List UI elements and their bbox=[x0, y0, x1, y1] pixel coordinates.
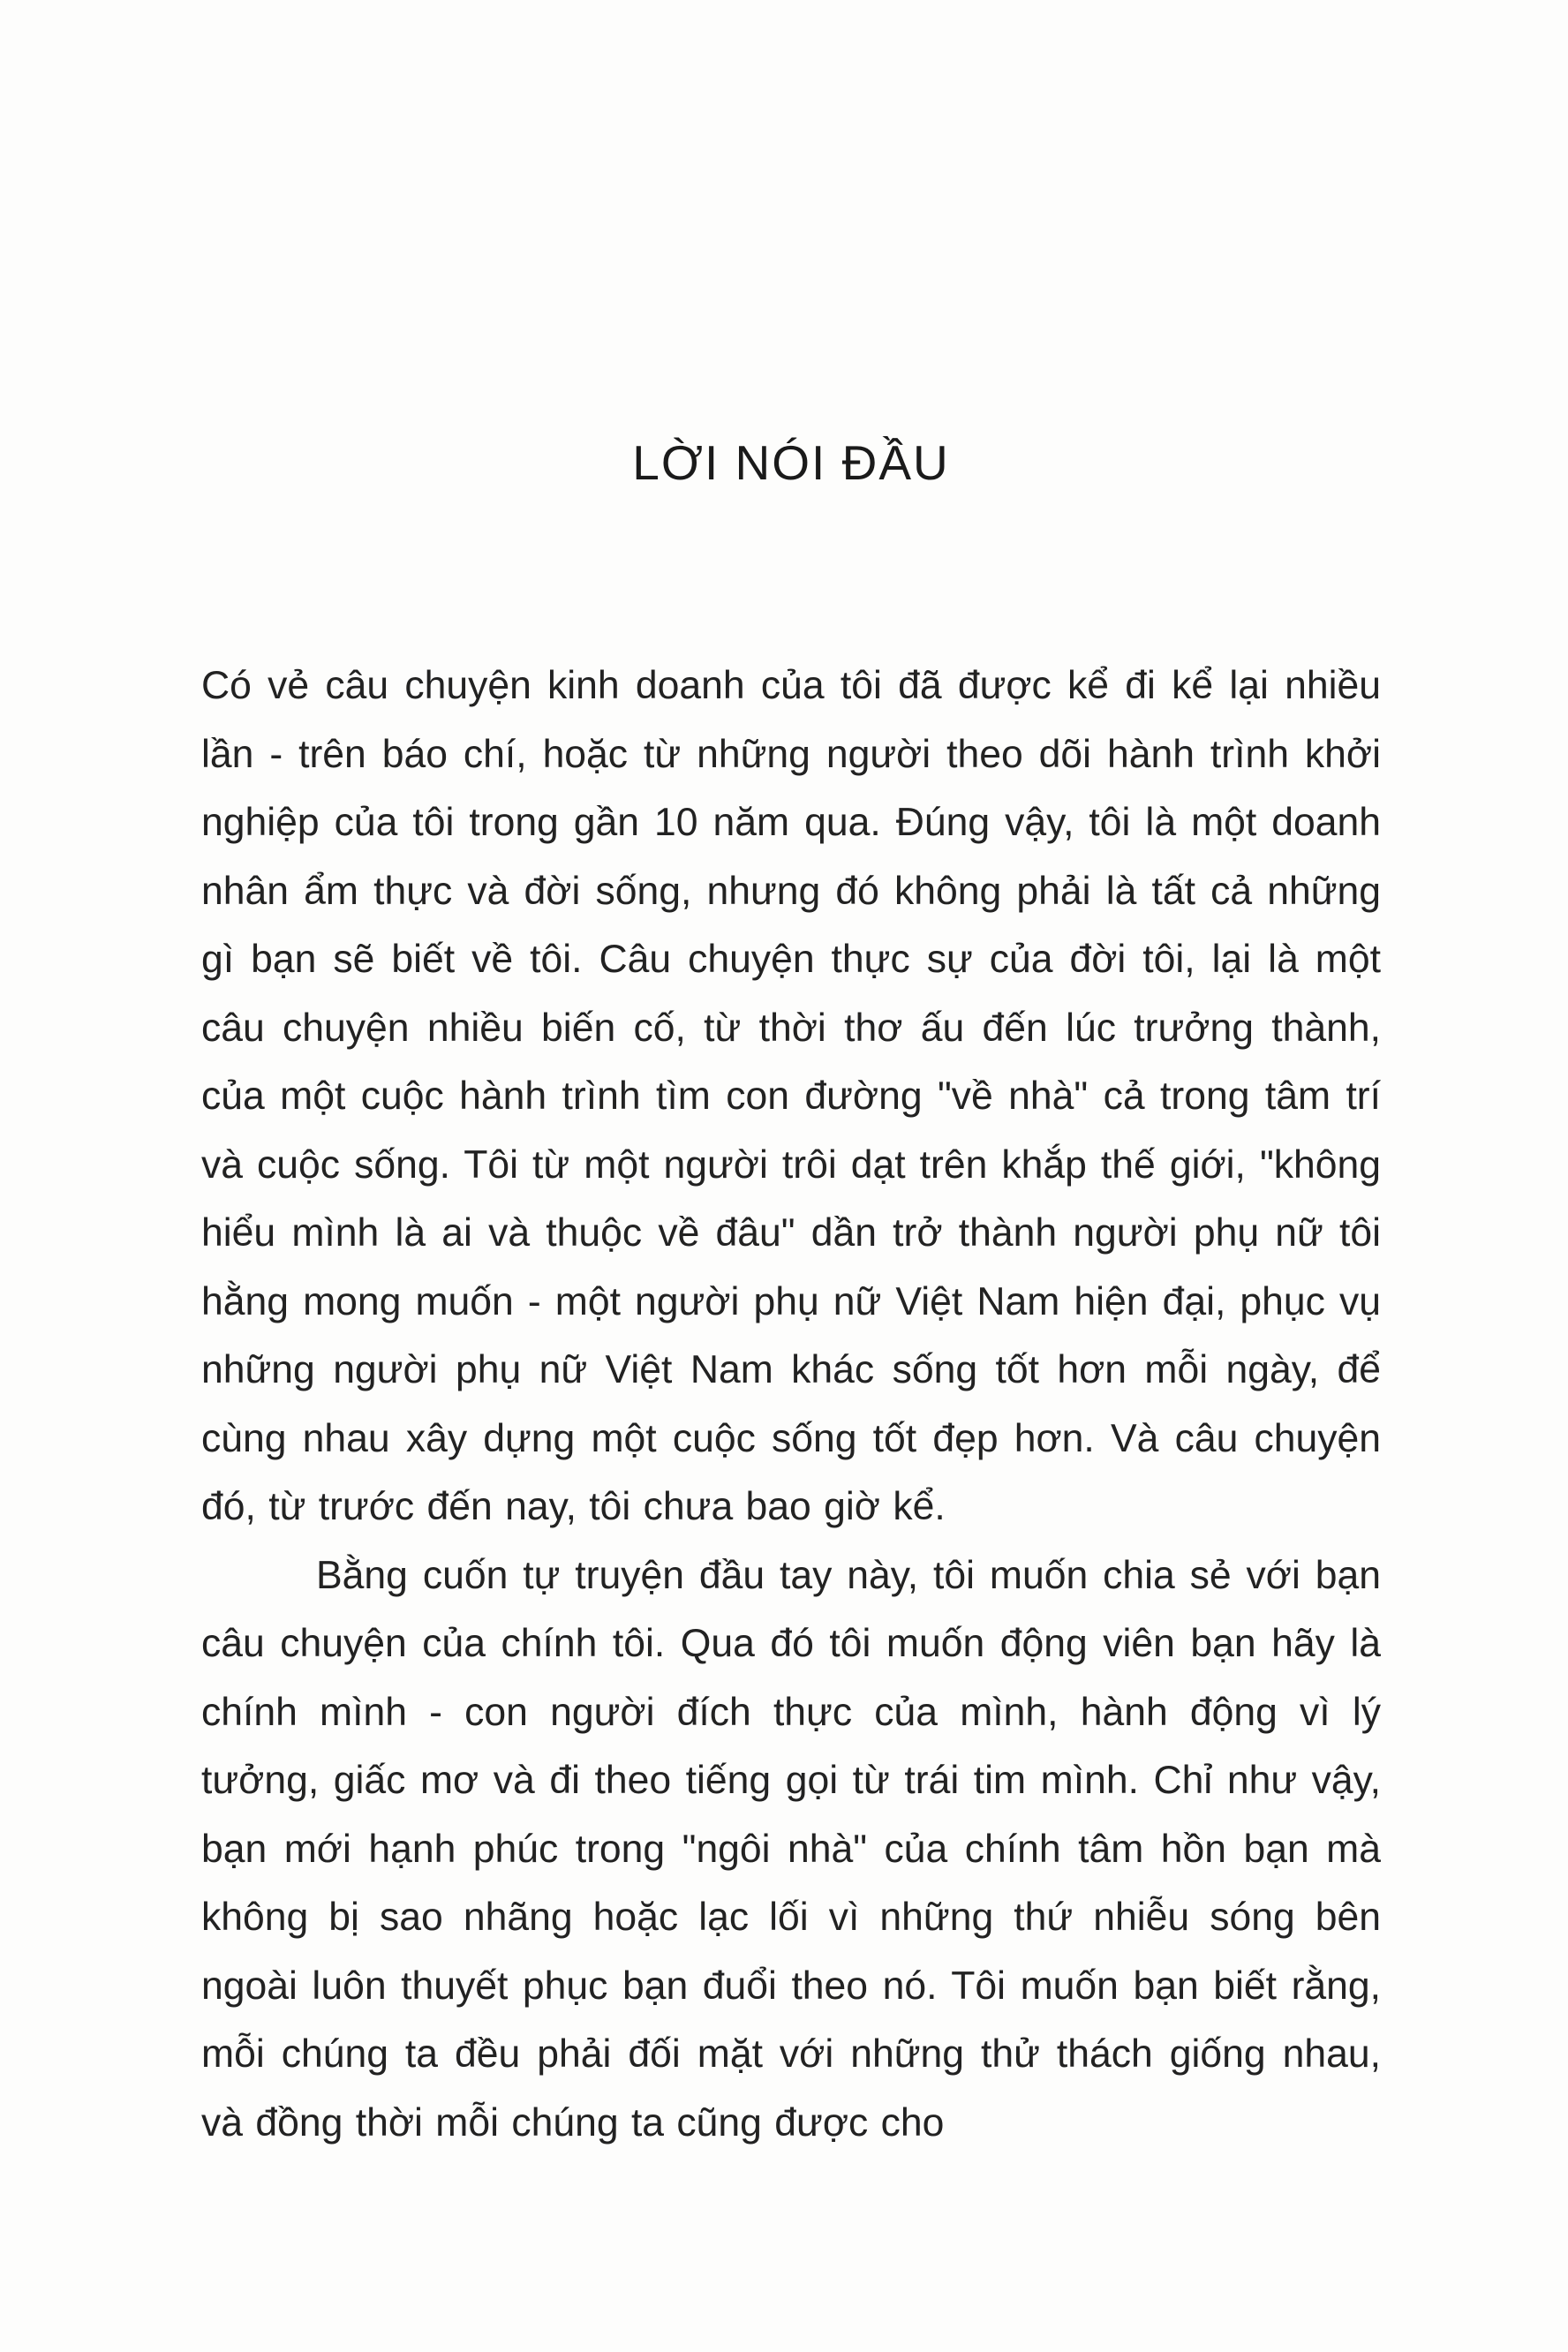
paragraph-1: Có vẻ câu chuyện kinh doanh của tôi đã được kể đi kể lại nhiều lần - trên báo chí, hoặc từ những người theo dõi hành trình khởi nghiệp của tôi trong gần 10 năm qua. Đúng vậy, tôi là một doanh nhân ẩm thực và đời sống, nhưng đó không phải là tất cả những gì bạn sẽ biết về tôi. Câu chuyện thực sự của đời tôi, lại là một câu chuyện nhiều biến cố, từ thời thơ ấu đến lúc trưởng thành, của một cuộc hành trình tìm con đường "về nhà" cả trong tâm trí và cuộc sống. Tôi từ một người trôi dạt trên khắp thế giới, "không hiểu mình là ai và thuộc về đâu" dần trở thành người phụ nữ tôi hằng mong muốn - một người phụ nữ Việt Nam hiện đại, phục vụ những người phụ nữ Việt Nam khác sống tốt hơn mỗi ngày, để cùng nhau xây dựng một cuộc sống tốt đẹp hơn. Và câu chuyện đó, từ trước đến nay, tôi chưa bao giờ kể. bbox=[201, 664, 1381, 1528]
paragraph-2: Bằng cuốn tự truyện đầu tay này, tôi muốn chia sẻ với bạn câu chuyện của chính tôi. Qua đó tôi muốn động viên bạn hãy là chính mình - con người đích thực của mình, hành động vì lý tưởng, giấc mơ và đi theo tiếng gọi từ trái tim mình. Chỉ như vậy, bạn mới hạnh phúc trong "ngôi nhà" của chính tâm hồn bạn mà không bị sao nhãng hoặc lạc lối vì những thứ nhiễu sóng bên ngoài luôn thuyết phục bạn đuổi theo nó. Tôi muốn bạn biết rằng, mỗi chúng ta đều phải đối mặt với những thử thách giống nhau, và đồng thời mỗi chúng ta cũng được cho bbox=[201, 1553, 1381, 2145]
page-title: LỜI NÓI ĐẦU bbox=[632, 435, 950, 490]
page-content bbox=[201, 0, 1381, 2157]
